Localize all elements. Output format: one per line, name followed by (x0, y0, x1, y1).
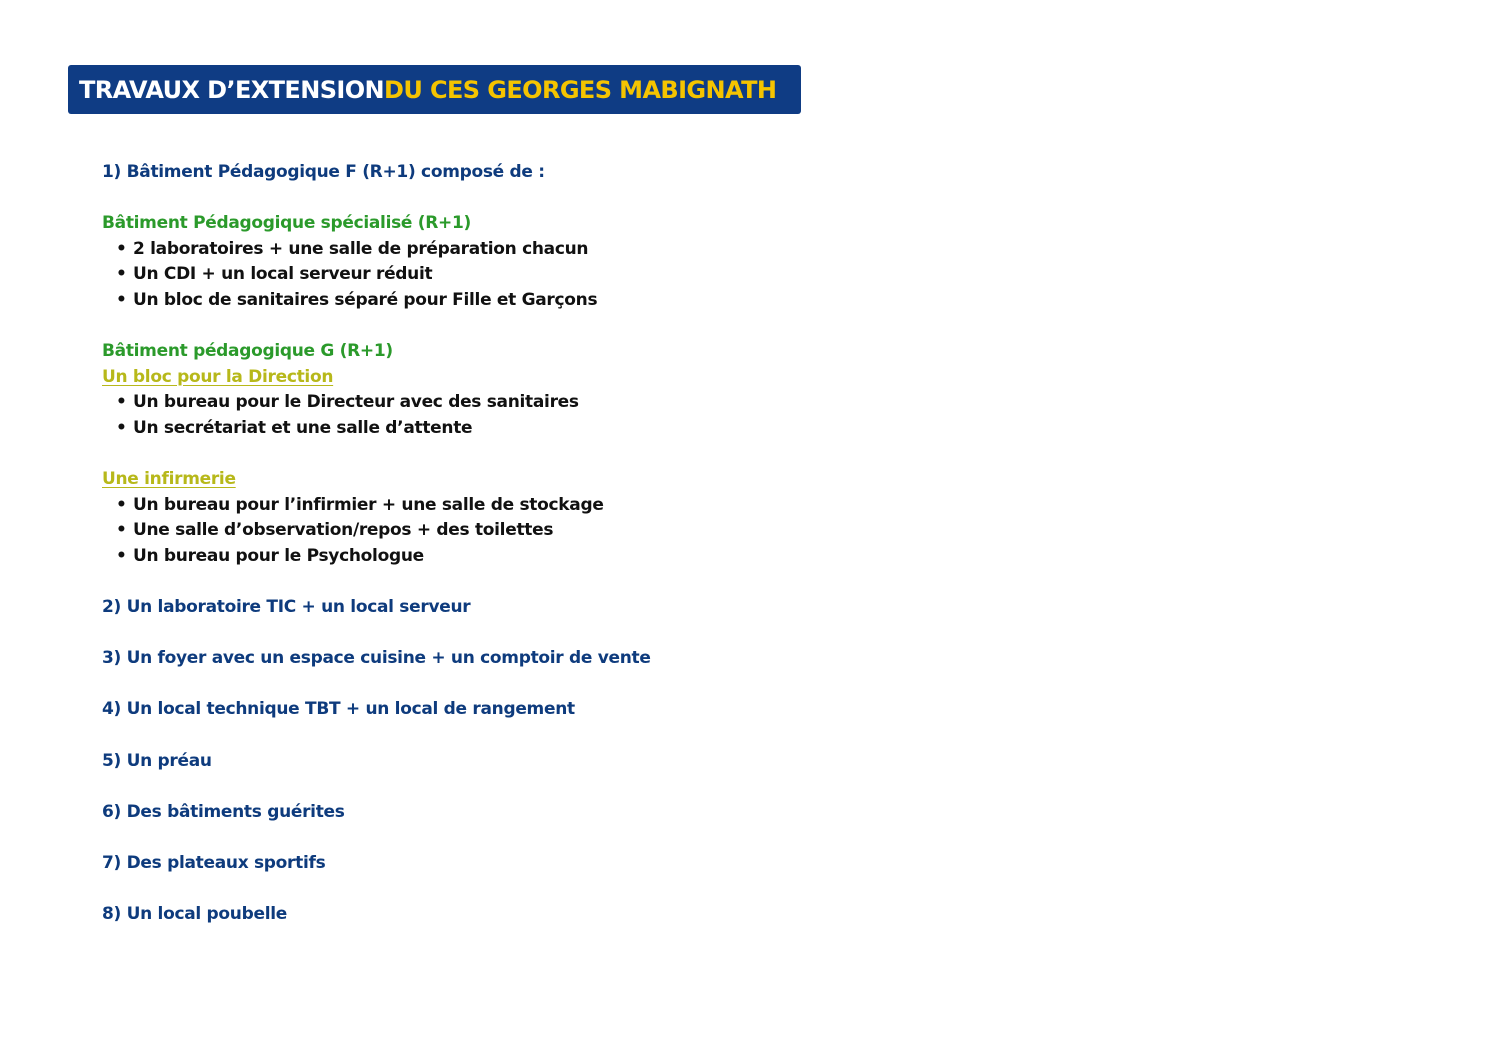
infirmerie-heading: Une infirmerie (102, 469, 236, 490)
list-item (102, 237, 1002, 263)
list-item (102, 518, 1002, 544)
section-8-heading: 8) Un local poubelle (102, 904, 287, 925)
list-item-text: Un bureau pour le Directeur avec des sanitaires (133, 392, 579, 413)
spacer (102, 621, 1002, 647)
list-item-text: Un secrétariat et une salle d’attente (133, 417, 473, 438)
section-7-heading: 7) Des plateaux sportifs (102, 853, 326, 874)
specialise-list (102, 237, 1002, 314)
spacer (102, 186, 1002, 212)
title-white-part: TRAVAUX D’EXTENSION (79, 75, 385, 104)
list-item-text: 2 laboratoires + une salle de préparation chacun (133, 238, 589, 259)
section-5-heading: 5) Un préau (102, 750, 212, 771)
bullet-icon: • (116, 545, 127, 566)
list-item-text: Un bloc de sanitaires séparé pour Fille et Garçons (133, 289, 598, 310)
spacer (102, 877, 1002, 903)
list-item-text: Un bureau pour le Psychologue (133, 545, 424, 566)
list-item (102, 544, 1002, 570)
list-item-text: Une salle d’observation/repos + des toilettes (133, 520, 554, 541)
specialise-heading: Bâtiment Pédagogique spécialisé (R+1) (102, 213, 471, 234)
list-item (102, 288, 1002, 314)
title-banner (68, 65, 801, 114)
list-item-text: Un CDI + un local serveur réduit (133, 264, 433, 285)
spacer (102, 825, 1002, 851)
section-6-heading: 6) Des bâtiments guérites (102, 801, 345, 822)
bullet-icon: • (116, 417, 127, 438)
section-2-heading: 2) Un laboratoire TIC + un local serveur (102, 597, 471, 618)
title-yellow-part: DU CES GEORGES MABIGNATH (384, 75, 777, 104)
section-4-heading: 4) Un local technique TBT + un local de rangement (102, 699, 575, 720)
content-body (102, 160, 1002, 928)
bullet-icon: • (116, 264, 127, 285)
spacer (102, 314, 1002, 340)
bullet-icon: • (116, 520, 127, 541)
spacer (102, 723, 1002, 749)
list-item (102, 493, 1002, 519)
spacer (102, 570, 1002, 596)
bullet-icon: • (116, 238, 127, 259)
spacer (102, 442, 1002, 468)
list-item-text: Un bureau pour l’infirmier + une salle de stockage (133, 494, 604, 515)
bullet-icon: • (116, 289, 127, 310)
spacer (102, 774, 1002, 800)
section-1-heading: 1) Bâtiment Pédagogique F (R+1) composé de : (102, 162, 545, 182)
section-3-heading: 3) Un foyer avec un espace cuisine + un comptoir de vente (102, 648, 651, 669)
list-item (102, 416, 1002, 442)
list-item (102, 390, 1002, 416)
direction-heading: Un bloc pour la Direction (102, 366, 334, 387)
bullet-icon: • (116, 392, 127, 413)
spacer (102, 672, 1002, 698)
batiment-g-heading: Bâtiment pédagogique G (R+1) (102, 341, 393, 362)
bullet-icon: • (116, 494, 127, 515)
list-item (102, 262, 1002, 288)
infirmerie-list (102, 493, 1002, 570)
direction-list (102, 390, 1002, 441)
